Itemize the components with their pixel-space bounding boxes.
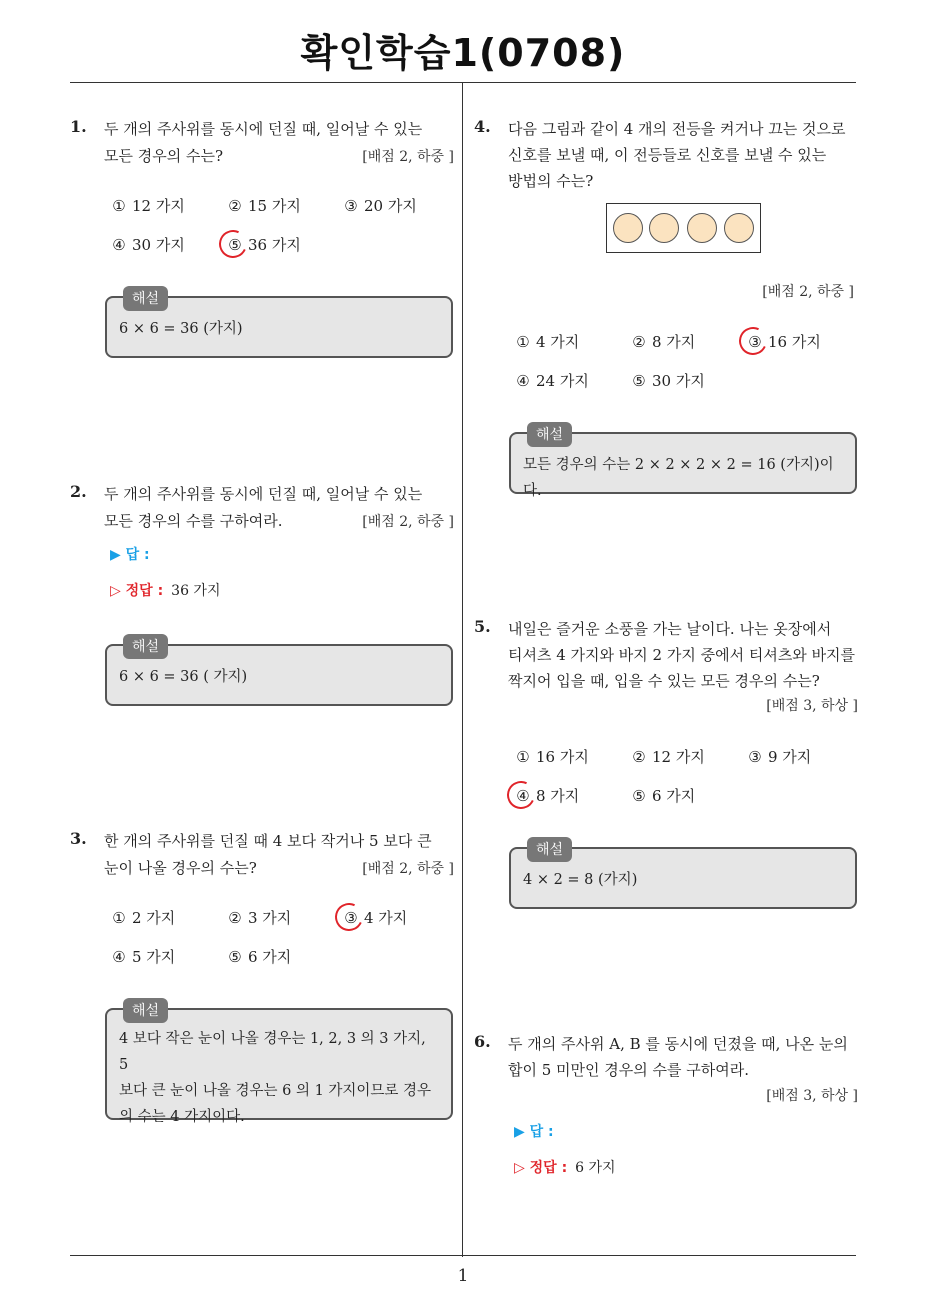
option-text: 8 가지 xyxy=(536,787,580,805)
explanation-label: 해설 xyxy=(123,286,168,311)
question-text-line: 눈이 나올 경우의 수는? xyxy=(104,859,257,877)
option-marker: ② xyxy=(632,748,646,766)
explanation-label: 해설 xyxy=(123,998,168,1023)
question-text-line: 내일은 즐거운 소풍을 가는 날이다. 나는 옷장에서 xyxy=(508,620,832,638)
page-title: 확인학습1(0708) xyxy=(300,31,626,75)
option-marker: ④ xyxy=(516,372,530,390)
question-text-line: 두 개의 주사위 A, B 를 동시에 던졌을 때, 나온 눈의 xyxy=(508,1035,848,1053)
question-number: 6. xyxy=(474,1032,491,1051)
option-5[interactable] xyxy=(226,946,291,967)
lamp-icon xyxy=(687,213,717,243)
selected-circle-mark xyxy=(215,226,251,262)
question-number: 1. xyxy=(70,117,87,136)
option-text: 20 가지 xyxy=(364,197,417,215)
option-text: 12 가지 xyxy=(652,748,705,766)
option-marker-glyph: ⑤ xyxy=(228,236,242,254)
option-5[interactable] xyxy=(226,234,301,255)
column-divider xyxy=(462,82,463,1257)
option-marker xyxy=(226,236,244,254)
option-1[interactable] xyxy=(110,195,185,216)
explanation-text: 6 × 6 = 36 (가지) xyxy=(119,321,243,337)
lamps-figure xyxy=(606,203,761,253)
question-text-line: 짝지어 입을 때, 입을 수 있는 모든 경우의 수는? xyxy=(508,672,820,690)
option-text: 15 가지 xyxy=(248,197,301,215)
option-marker: ① xyxy=(516,333,530,351)
score-label: [배점 2, 하중 ] xyxy=(362,861,454,877)
question-text-line: 한 개의 주사위를 던질 때 4 보다 작거나 5 보다 큰 xyxy=(104,832,432,850)
explanation-box xyxy=(105,639,453,706)
score-label: [배점 2, 하중 ] xyxy=(362,149,454,165)
question-number: 3. xyxy=(70,829,87,848)
explanation-text: 모든 경우의 수는 2 × 2 × 2 × 2 = 16 (가지)이다. xyxy=(523,457,834,499)
lamp-icon xyxy=(649,213,679,243)
option-4[interactable] xyxy=(514,785,579,806)
top-rule xyxy=(70,82,856,83)
option-2[interactable] xyxy=(226,195,301,216)
explanation-text: 4 × 2 = 8 (가지) xyxy=(523,872,638,888)
option-marker-glyph: ④ xyxy=(516,787,530,805)
option-marker: ⑤ xyxy=(632,372,646,390)
option-3[interactable] xyxy=(342,907,407,928)
option-1[interactable] xyxy=(110,907,175,928)
question-text-line: 신호를 보낼 때, 이 전등들로 신호를 보낼 수 있는 xyxy=(508,146,827,164)
option-marker: ⑤ xyxy=(632,787,646,805)
answer-field[interactable]: ▶ 답 : xyxy=(110,547,150,563)
option-4[interactable] xyxy=(110,946,175,967)
option-3[interactable] xyxy=(342,195,417,216)
option-text: 16 가지 xyxy=(768,333,821,351)
explanation-box xyxy=(105,1003,453,1125)
explanation-label: 해설 xyxy=(123,634,168,659)
option-marker: ② xyxy=(632,333,646,351)
question-3 xyxy=(70,829,454,889)
option-2[interactable] xyxy=(630,746,705,767)
option-marker: ④ xyxy=(112,948,126,966)
option-1[interactable] xyxy=(514,331,579,352)
option-text: 3 가지 xyxy=(248,909,292,927)
score-label: [배점 2, 하중 ] xyxy=(362,514,454,530)
option-marker xyxy=(746,333,764,351)
question-text-line: 방법의 수는? xyxy=(508,172,594,190)
lamp-icon xyxy=(724,213,754,243)
selected-circle-mark xyxy=(331,899,367,935)
question-text-line: 두 개의 주사위를 동시에 던질 때, 일어날 수 있는 xyxy=(104,120,423,138)
question-text-line: 합이 5 미만인 경우의 수를 구하여라. xyxy=(508,1061,750,1079)
explanation-box xyxy=(105,291,453,358)
option-marker: ② xyxy=(228,909,242,927)
option-5[interactable] xyxy=(630,785,695,806)
option-text: 16 가지 xyxy=(536,748,589,766)
option-marker: ② xyxy=(228,197,242,215)
option-marker: ⑤ xyxy=(228,948,242,966)
option-text: 5 가지 xyxy=(132,948,176,966)
question-text-line: 두 개의 주사위를 동시에 던질 때, 일어날 수 있는 xyxy=(104,485,423,503)
option-2[interactable] xyxy=(630,331,695,352)
question-4 xyxy=(474,117,858,197)
option-text: 4 가지 xyxy=(364,909,408,927)
correct-value: 36 가지 xyxy=(171,583,221,599)
option-text: 24 가지 xyxy=(536,372,589,390)
option-marker-glyph: ③ xyxy=(344,909,358,927)
explanation-line: 4 보다 작은 눈이 나올 경우는 1, 2, 3 의 3 가지, 5 xyxy=(119,1031,426,1073)
option-marker: ④ xyxy=(112,236,126,254)
correct-answer xyxy=(110,580,221,600)
score-label: [배점 3, 하상 ] xyxy=(766,1088,858,1104)
option-marker: ① xyxy=(112,909,126,927)
bottom-rule xyxy=(70,1255,856,1256)
option-marker: ③ xyxy=(344,197,358,215)
selected-circle-mark xyxy=(735,323,771,359)
correct-label: ▷ 정답 : xyxy=(514,1160,568,1176)
explanation-line: 의 수는 4 가지이다. xyxy=(119,1109,245,1125)
option-4[interactable] xyxy=(110,234,185,255)
question-number: 5. xyxy=(474,617,491,636)
option-marker: ③ xyxy=(748,748,762,766)
option-marker xyxy=(342,909,360,927)
option-2[interactable] xyxy=(226,907,291,928)
question-5 xyxy=(474,617,858,717)
explanation-line: 보다 큰 눈이 나올 경우는 6 의 1 가지이므로 경우 xyxy=(119,1083,432,1099)
option-marker xyxy=(514,787,532,805)
option-3[interactable] xyxy=(746,331,821,352)
option-text: 8 가지 xyxy=(652,333,696,351)
answer-field[interactable]: ▶ 답 : xyxy=(514,1124,554,1140)
explanation-label: 해설 xyxy=(527,837,572,862)
option-5[interactable] xyxy=(630,370,705,391)
correct-answer xyxy=(514,1157,616,1177)
page-number: 1 xyxy=(457,1266,469,1286)
option-text: 6 가지 xyxy=(652,787,696,805)
score-label: [배점 3, 하상 ] xyxy=(766,698,858,714)
lamp-icon xyxy=(613,213,643,243)
option-text: 30 가지 xyxy=(132,236,185,254)
explanation-text xyxy=(119,1026,439,1130)
option-text: 12 가지 xyxy=(132,197,185,215)
question-text-line: 티셔츠 4 가지와 바지 2 가지 중에서 티셔츠와 바지를 xyxy=(508,646,856,664)
explanation-box xyxy=(509,842,857,909)
correct-value: 6 가지 xyxy=(575,1160,616,1176)
explanation-box xyxy=(509,427,857,499)
option-text: 6 가지 xyxy=(248,948,292,966)
question-text-line: 모든 경우의 수는? xyxy=(104,147,224,165)
option-text: 2 가지 xyxy=(132,909,176,927)
option-3[interactable] xyxy=(746,746,811,767)
option-4[interactable] xyxy=(514,370,589,391)
explanation-text: 6 × 6 = 36 ( 가지) xyxy=(119,669,248,685)
score-label: [배점 2, 하중 ] xyxy=(762,284,854,300)
option-text: 30 가지 xyxy=(652,372,705,390)
option-marker: ① xyxy=(112,197,126,215)
option-marker-glyph: ③ xyxy=(748,333,762,351)
option-marker: ① xyxy=(516,748,530,766)
question-6 xyxy=(474,1032,858,1112)
question-2 xyxy=(70,482,454,542)
option-1[interactable] xyxy=(514,746,589,767)
question-1 xyxy=(70,117,454,177)
explanation-label: 해설 xyxy=(527,422,572,447)
option-text: 9 가지 xyxy=(768,748,812,766)
option-text: 4 가지 xyxy=(536,333,580,351)
selected-circle-mark xyxy=(503,777,539,813)
option-text: 36 가지 xyxy=(248,236,301,254)
question-number: 4. xyxy=(474,117,491,136)
question-text-line: 모든 경우의 수를 구하여라. xyxy=(104,512,283,530)
question-number: 2. xyxy=(70,482,87,501)
question-text-line: 다음 그림과 같이 4 개의 전등을 켜거나 끄는 것으로 xyxy=(508,120,846,138)
correct-label: ▷ 정답 : xyxy=(110,583,164,599)
